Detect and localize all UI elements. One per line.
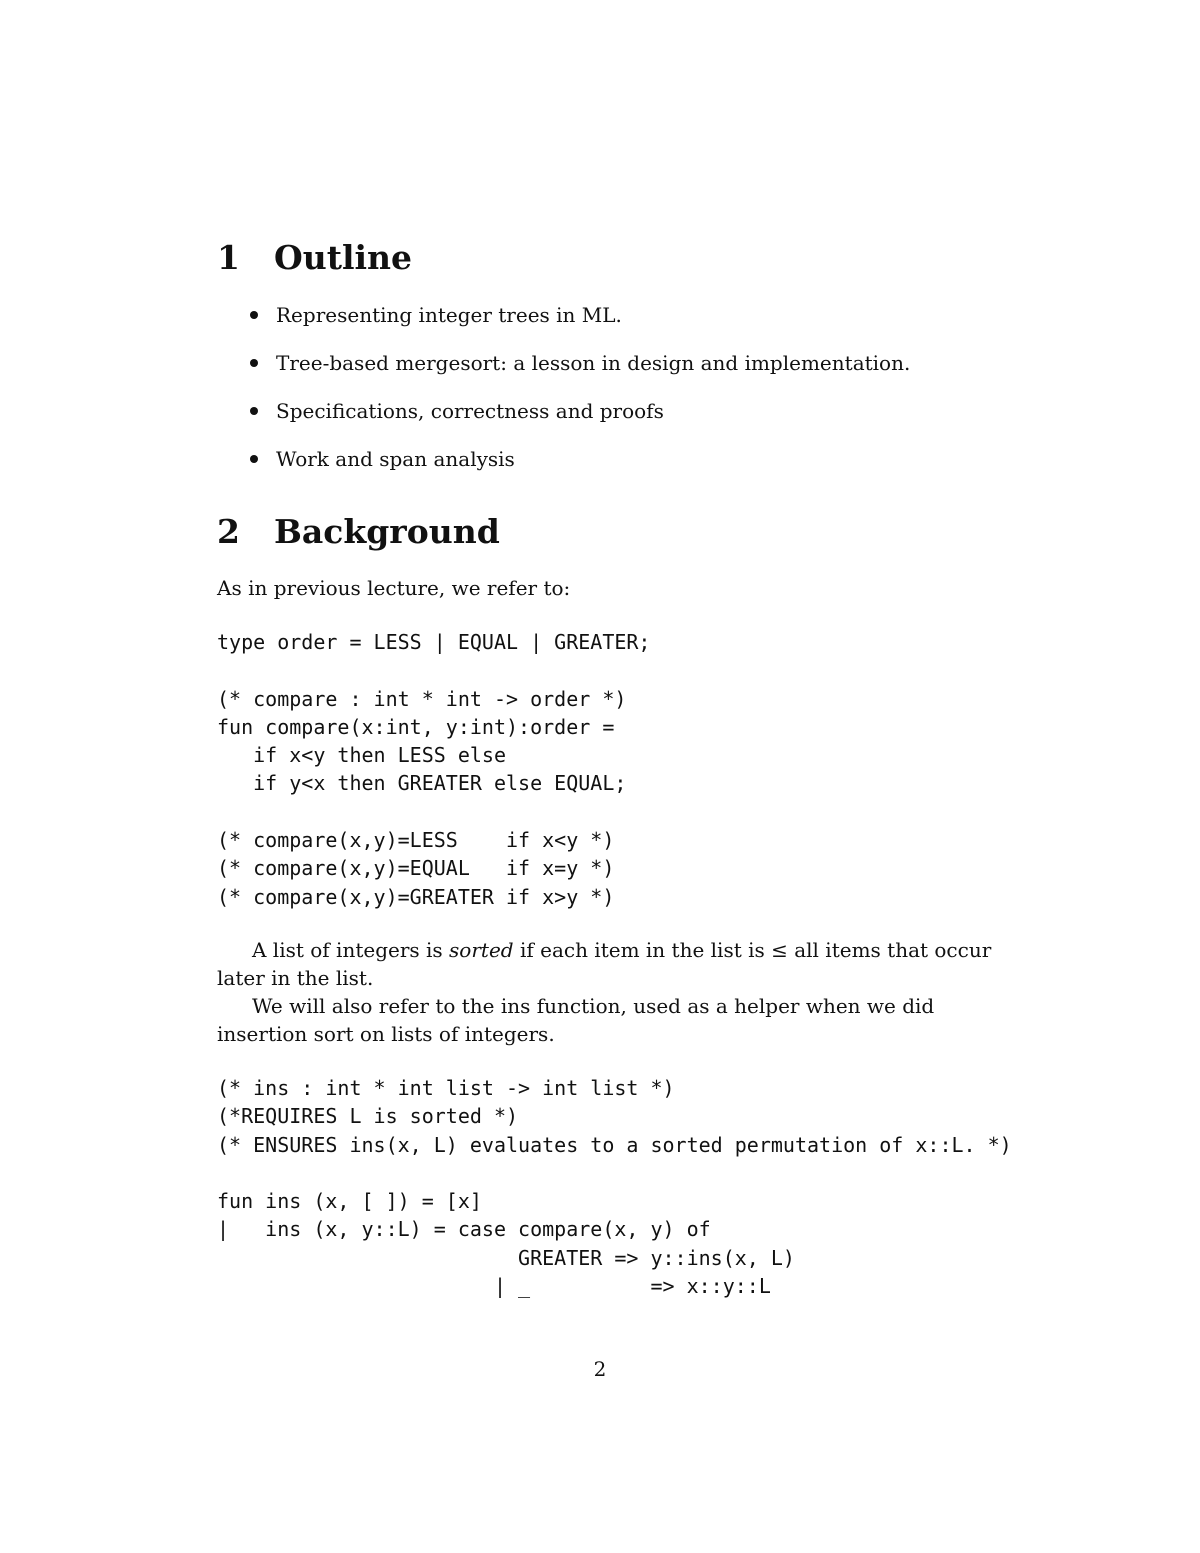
list-item-text: Representing integer trees in ML. bbox=[276, 303, 622, 327]
code-line: (* compare : int * int -> order *) bbox=[217, 686, 627, 711]
code-line: (* compare(x,y)=GREATER if x>y *) bbox=[217, 884, 615, 909]
bullet-icon bbox=[250, 407, 258, 415]
code-block-ins bbox=[217, 1074, 1012, 1300]
code-line: (* ENSURES ins(x, L) evaluates to a sorted permutation of x::L. *) bbox=[217, 1132, 1012, 1157]
list-item bbox=[250, 444, 910, 492]
code-line: fun compare(x:int, y:int):order = bbox=[217, 714, 615, 739]
bullet-icon bbox=[250, 359, 258, 367]
ins-paragraph bbox=[217, 992, 982, 1048]
code-line: | _ => x::y::L bbox=[217, 1274, 771, 1299]
code-block-order bbox=[217, 628, 650, 911]
intro-paragraph: As in previous lecture, we refer to: bbox=[217, 576, 571, 600]
paragraph-line: A list of integers is sorted if each item in the list is ≤ all items that occur bbox=[252, 938, 992, 962]
emphasis-sorted: sorted bbox=[449, 938, 514, 962]
section-number: 1 bbox=[217, 238, 240, 277]
code-line: if x<y then LESS else bbox=[217, 743, 506, 768]
paragraph-line: later in the list. bbox=[217, 966, 374, 990]
code-line bbox=[217, 656, 650, 684]
list-item bbox=[250, 396, 910, 444]
bullet-icon bbox=[250, 455, 258, 463]
section-number: 2 bbox=[217, 512, 240, 551]
list-item-text: Tree-based mergesort: a lesson in design and implementation. bbox=[276, 351, 911, 375]
section-heading-outline bbox=[217, 238, 412, 277]
code-line: (* compare(x,y)=LESS if x<y *) bbox=[217, 828, 615, 853]
code-line: if y<x then GREATER else EQUAL; bbox=[217, 771, 627, 796]
page-number: 2 bbox=[593, 1357, 607, 1381]
paragraph-line: We will also refer to the ins function, used as a helper when we did bbox=[252, 994, 935, 1018]
list-item-text: Specifications, correctness and proofs bbox=[276, 399, 664, 423]
list-item bbox=[250, 300, 910, 348]
section-title: Background bbox=[274, 512, 500, 551]
outline-list bbox=[250, 300, 910, 492]
bullet-icon bbox=[250, 311, 258, 319]
paragraph-line: insertion sort on lists of integers. bbox=[217, 1022, 555, 1046]
code-line: (* ins : int * int list -> int list *) bbox=[217, 1076, 675, 1100]
code-line: type order = LESS | EQUAL | GREATER; bbox=[217, 630, 651, 654]
list-item-text: Work and span analysis bbox=[276, 447, 515, 471]
sorted-definition-paragraph bbox=[217, 936, 992, 992]
code-line: (* compare(x,y)=EQUAL if x=y *) bbox=[217, 856, 615, 881]
code-line: fun ins (x, [ ]) = [x] bbox=[217, 1189, 482, 1214]
code-line: | ins (x, y::L) = case compare(x, y) of bbox=[217, 1217, 711, 1242]
code-line bbox=[217, 798, 650, 826]
section-heading-background bbox=[217, 512, 500, 551]
code-line bbox=[217, 1159, 1012, 1187]
code-line: (*REQUIRES L is sorted *) bbox=[217, 1104, 519, 1129]
list-item bbox=[250, 348, 910, 396]
section-title: Outline bbox=[274, 238, 413, 277]
code-line: GREATER => y::ins(x, L) bbox=[217, 1245, 795, 1270]
